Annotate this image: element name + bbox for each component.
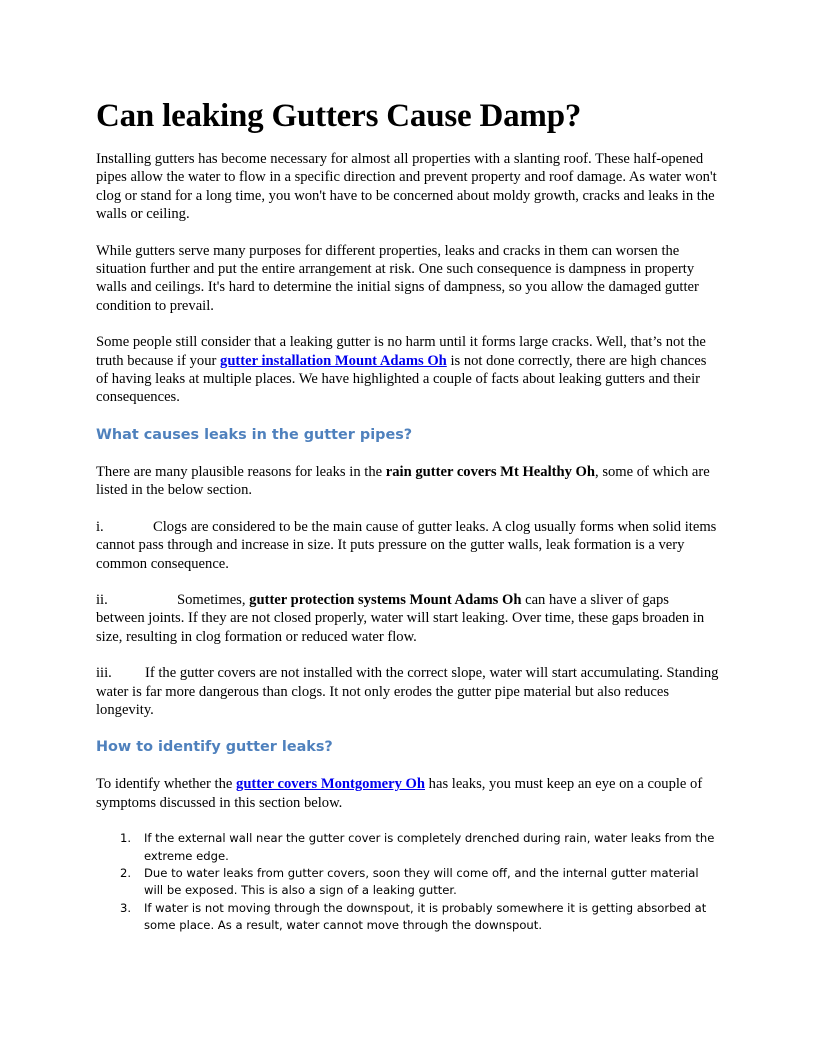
paragraph-text: There are many plausible reasons for leaks in the (96, 463, 386, 480)
cause-item-2 (96, 591, 720, 646)
list-item (96, 865, 720, 900)
item-text: Clogs are considered to be the main cause of gutter leaks. A clog usually forms when solid items cannot pass through and increase in size. It puts pressure on the gutter walls, leak formation is a very common consequence. (96, 518, 717, 572)
roman-numeral: i. (96, 518, 104, 535)
list-item-text: If water is not moving through the downspout, it is probably somewhere it is getting absorbed at some place. As a result, water cannot move through the downspout. (144, 900, 707, 933)
intro-paragraph-2: While gutters serve many purposes for different properties, leaks and cracks in them can worsen the situation further and put the entire arrangement at risk. One such consequence is dampness in property walls and ceilings. It's hard to determine the initial signs of dampness, so you allow the damaged gutter condition to prevail. (96, 242, 699, 314)
list-item (96, 900, 720, 935)
gutter-installation-link[interactable]: gutter installation Mount Adams Oh (220, 352, 447, 369)
list-item (96, 830, 720, 865)
paragraph-text: has leaks, you must keep an eye on a couple of symptoms discussed in this section below. (96, 776, 703, 811)
roman-numeral: iii. (96, 665, 112, 682)
page-title: Can leaking Gutters Cause Damp? (96, 98, 582, 134)
item-text: If the gutter covers are not installed with the correct slope, water will start accumulating. Standing water is far more dangerous than clogs. It not only erodes the gutter pipe material but also reduces longevity. (96, 665, 719, 718)
section1-intro (96, 463, 720, 500)
gutter-covers-link[interactable]: gutter covers Montgomery Oh (236, 776, 426, 793)
list-item-text: If the external wall near the gutter cover is completely drenched during rain, water leaks from the extreme edge. (144, 831, 715, 863)
intro-paragraph-1: Installing gutters has become necessary for almost all properties with a slanting roof. These half-opened pipes allow the water to flow in a specific direction and prevent property and roof damage. As water won't clog or stand for a long time, you won't have to be concerned about moldy growth, cracks and leaks in the walls or ceiling. (96, 151, 717, 223)
bold-keyword: gutter protection systems Mount Adams Oh (249, 591, 522, 608)
paragraph-text: Some people still consider that a leaking gutter is no harm until it forms large cracks. Well, that’s not the truth because if your (96, 334, 706, 369)
section-heading-causes: What causes leaks in the gutter pipes? (96, 426, 413, 443)
symptoms-list (96, 830, 720, 934)
list-number: 1. (120, 831, 132, 846)
section-heading-identify: How to identify gutter leaks? (96, 739, 333, 756)
document-page (96, 96, 720, 935)
paragraph-text: is not done correctly, there are high chances of having leaks at multiple places. We have highlighted a couple of facts about leaking gutters and their consequences. (96, 352, 707, 406)
roman-numeral: ii. (96, 591, 108, 608)
list-number: 2. (120, 865, 132, 880)
intro-paragraph-3 (96, 333, 720, 407)
cause-item-1 (96, 518, 720, 573)
section2-intro (96, 775, 720, 812)
paragraph-text: To identify whether the (96, 776, 237, 793)
paragraph-text: , some of which are listed in the below section. (96, 463, 710, 499)
item-text: Sometimes, (177, 591, 250, 608)
bold-keyword: rain gutter covers Mt Healthy Oh (385, 463, 596, 480)
list-item-text: Due to water leaks from gutter covers, soon they will come off, and the internal gutter material will be exposed. This is also a sign of a leaking gutter. (144, 865, 699, 898)
cause-item-3 (96, 664, 720, 719)
list-number: 3. (120, 900, 132, 915)
item-text: can have a sliver of gaps between joints. If they are not closed properly, water will start leaking. Over time, these gaps broaden in size, resulting in clog formation or reduced water flow. (96, 591, 705, 645)
